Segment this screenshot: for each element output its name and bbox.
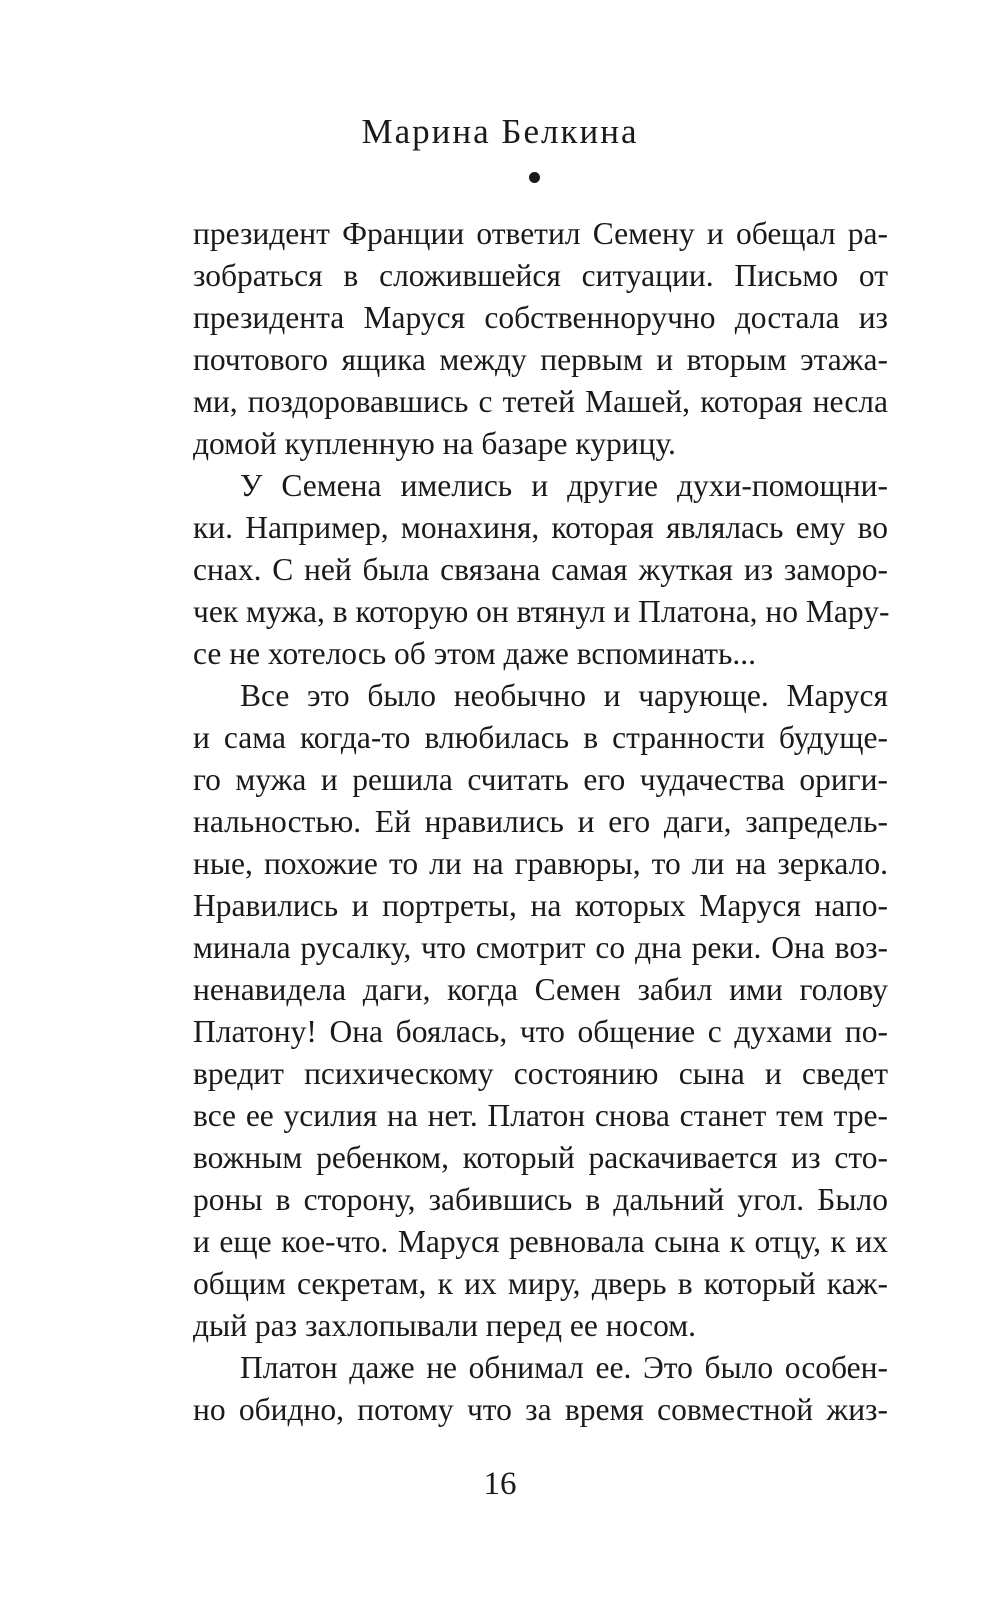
text-line: се не хотелось об этом даже вспоминать... xyxy=(193,636,756,671)
text-line: вредит психическому состоянию сына и сведет xyxy=(193,1056,888,1091)
text-line: Нравились и портреты, на которых Маруся напо- xyxy=(193,888,888,923)
text-line: ные, похожие то ли на гравюры, то ли на зеркало. xyxy=(193,846,888,881)
text-line: У Семена имелись и другие духи-помощни- xyxy=(240,468,888,503)
text-line: почтового ящика между первым и вторым этажа- xyxy=(193,342,888,377)
text-line: Все это было необычно и чарующе. Маруся xyxy=(240,678,888,713)
text-line: ми, поздоровавшись с тетей Машей, которая несла xyxy=(193,384,888,419)
text-line: все ее усилия на нет. Платон снова станет тем тре- xyxy=(193,1098,888,1133)
text-line: ненавидела даги, когда Семен забил ими голову xyxy=(193,972,888,1007)
text-line: чек мужа, в которую он втянул и Платона, но Мару- xyxy=(193,594,890,629)
text-line: вожным ребенком, который раскачивается из сто- xyxy=(193,1140,888,1175)
page-number: 16 xyxy=(483,1466,517,1502)
running-title: Марина Белкина xyxy=(361,112,639,151)
text-line: зобраться в сложившейся ситуации. Письмо от xyxy=(193,258,888,293)
text-line: минала русалку, что смотрит со дна реки. Она воз- xyxy=(193,930,888,965)
text-line: Платону! Она боялась, что общение с духами по- xyxy=(193,1014,888,1049)
text-line: общим секретам, к их миру, дверь в который каж- xyxy=(193,1266,888,1301)
text-line: президента Маруся собственноручно достала из xyxy=(193,300,888,335)
bullet-dot-icon xyxy=(529,172,540,183)
text-line: снах. С ней была связана самая жуткая из заморо- xyxy=(193,552,888,587)
text-line: нальностью. Ей нравились и его даги, запредель- xyxy=(193,804,888,839)
text-line: но обидно, потому что за время совместной жиз- xyxy=(193,1392,888,1427)
body-text xyxy=(193,213,888,1431)
text-line: ки. Например, монахиня, которая являлась ему во xyxy=(193,510,888,545)
text-line: и еще кое-что. Маруся ревновала сына к отцу, к их xyxy=(193,1224,888,1259)
text-line: и сама когда-то влюбилась в странности будуще- xyxy=(193,720,888,755)
text-line: дый раз захлопывали перед ее носом. xyxy=(193,1308,697,1343)
text-line: роны в сторону, забившись в дальний угол. Было xyxy=(193,1182,888,1217)
text-line: президент Франции ответил Семену и обещал ра- xyxy=(193,216,888,251)
text-line: Платон даже не обнимал ее. Это было особен- xyxy=(240,1350,888,1385)
text-line: го мужа и решила считать его чудачества ориги- xyxy=(193,762,888,797)
text-line: домой купленную на базаре курицу. xyxy=(193,426,676,461)
